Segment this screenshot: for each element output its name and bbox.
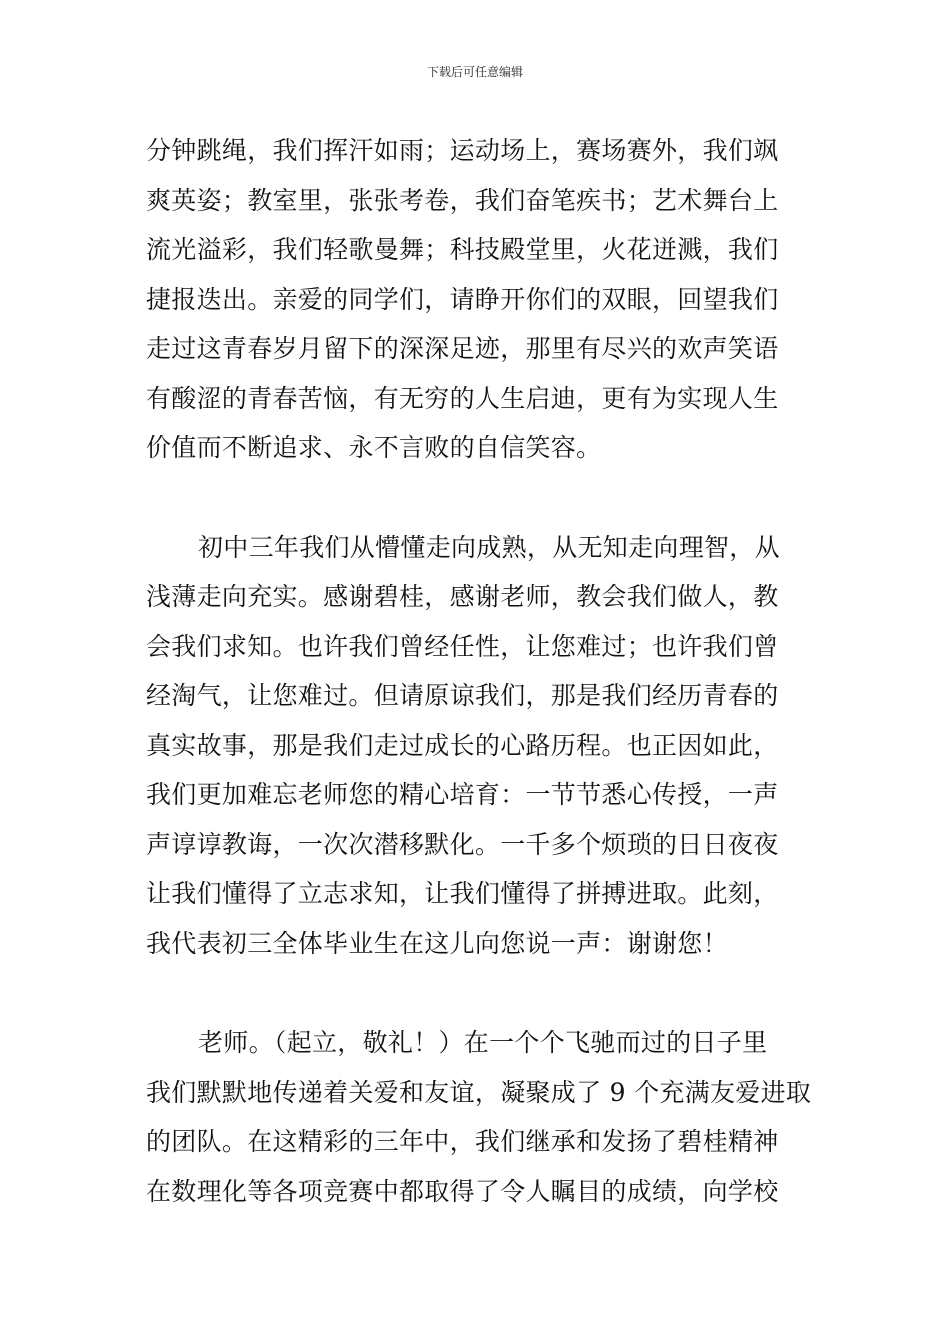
text-line: 初中三年我们从懵懂走向成熟，从无知走向理智，从 bbox=[198, 532, 780, 562]
text-line: 在数理化等各项竞赛中都取得了令人瞩目的成绩，向学校 bbox=[146, 1176, 779, 1206]
text-line: 走过这青春岁月留下的深深足迹，那里有尽兴的欢声笑语 bbox=[146, 334, 779, 363]
text-line: 我代表初三全体毕业生在这儿向您说一声：谢谢您！ bbox=[146, 928, 728, 958]
text-line: 真实故事，那是我们走过成长的心路历程。也正因如此， bbox=[146, 730, 779, 760]
text-line: 我们默默地传递着关爱和友谊，凝聚成了 9 个充满友爱进取 bbox=[146, 1077, 812, 1107]
document-body bbox=[146, 126, 812, 1216]
text-line: 让我们懂得了立志求知，让我们懂得了拼搏进取。此刻， bbox=[146, 879, 779, 908]
text-line: 会我们求知。也许我们曾经任性，让您难过；也许我们曾 bbox=[146, 631, 779, 661]
text-line: 老师。（起立，敬礼！）在一个个飞驰而过的日子里 bbox=[198, 1028, 768, 1057]
text-line: 价值而不断追求、永不言败的自信笑容。 bbox=[146, 433, 602, 462]
paragraph-2 bbox=[146, 523, 808, 969]
paragraph-gap bbox=[146, 473, 808, 523]
paragraph-3 bbox=[146, 1018, 812, 1216]
text-line: 爽英姿；教室里，张张考卷，我们奋笔疾书；艺术舞台上 bbox=[146, 185, 779, 215]
text-line: 分钟跳绳，我们挥汗如雨；运动场上，赛场赛外，我们飒 bbox=[146, 136, 779, 165]
paragraph-gap bbox=[146, 968, 808, 1018]
text-line: 我们更加难忘老师您的精心培育：一节节悉心传授，一声 bbox=[146, 780, 779, 809]
text-line: 经淘气，让您难过。但请原谅我们，那是我们经历青春的 bbox=[146, 681, 779, 710]
text-line: 有酸涩的青春苦恼，有无穷的人生启迪，更有为实现人生 bbox=[146, 383, 779, 413]
text-line: 捷报迭出。亲爱的同学们，请睁开你们的双眼，回望我们 bbox=[146, 284, 779, 314]
text-line: 流光溢彩，我们轻歌曼舞；科技殿堂里，火花迸溅，我们 bbox=[146, 235, 779, 264]
text-line: 声谆谆教诲，一次次潜移默化。一千多个烦琐的日日夜夜 bbox=[146, 829, 779, 859]
page-header-note: 下载后可任意编辑 bbox=[426, 65, 523, 79]
text-line: 浅薄走向充实。感谢碧桂，感谢老师，教会我们做人，教 bbox=[146, 582, 779, 611]
paragraph-1 bbox=[146, 126, 808, 473]
text-line: 的团队。在这精彩的三年中，我们继承和发扬了碧桂精神 bbox=[146, 1127, 779, 1156]
